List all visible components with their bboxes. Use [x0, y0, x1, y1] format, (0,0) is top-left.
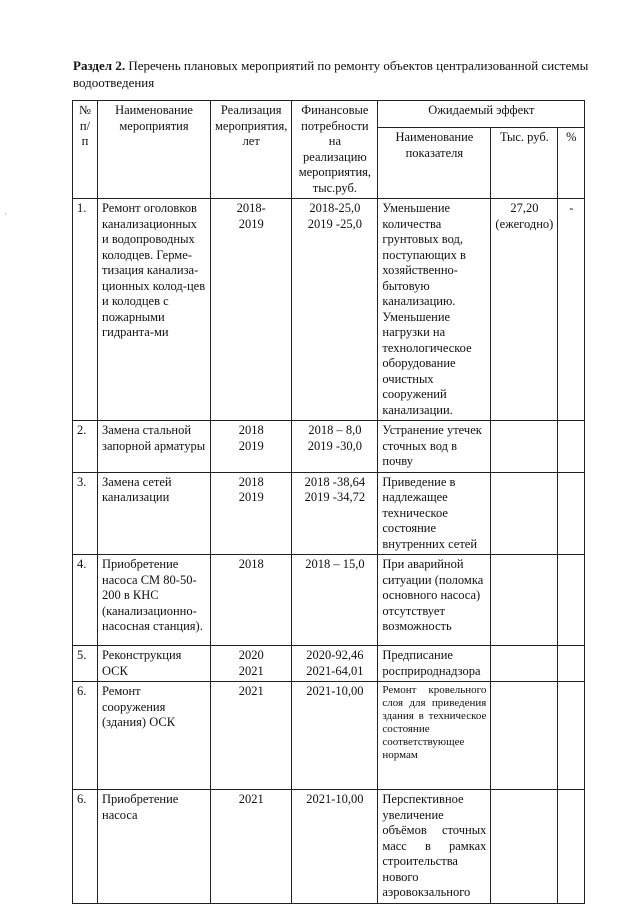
table-row	[73, 421, 585, 473]
cell-finance: 2018 – 15,0	[292, 555, 378, 646]
cell-years: 2020 2021	[211, 646, 292, 682]
cell-pct: -	[558, 199, 585, 421]
table-header-row	[73, 101, 585, 128]
cell-num: 4.	[73, 555, 98, 646]
cell-finance: 2018 – 8,0 2019 -30,0	[292, 421, 378, 473]
cell-finance: 2018 -38,64 2019 -34,72	[292, 472, 378, 555]
cell-finance: 2021-10,00	[292, 682, 378, 790]
header-indicator: Наименование показателя	[378, 128, 491, 199]
table-row	[73, 555, 585, 646]
cell-num: 3.	[73, 472, 98, 555]
cell-num: 6.	[73, 682, 98, 790]
cell-name: Ремонт оголовков канализационных и водопроводных колодцев. Герме-тизация канализа-ционных колод-цев и колодцев с пожарными гидранта-ми	[98, 199, 211, 421]
header-finance: Финансовые потребности на реализацию мероприятия, тыс.руб.	[292, 101, 378, 199]
header-years: Реализация мероприятия, лет	[211, 101, 292, 199]
cell-rub	[491, 682, 558, 790]
cell-name: Приобретение насоса	[98, 790, 211, 904]
cell-name: Приобретение насоса СМ 80-50-200 в КНС (канализационно-насосная станция).	[98, 555, 211, 646]
cell-indicator: Перспективное увеличение объёмов сточных масс в рамках строительства нового аэровокзального	[378, 790, 491, 904]
cell-pct	[558, 646, 585, 682]
header-name: Наименование мероприятия	[98, 101, 211, 199]
cell-indicator: Приведение в надлежащее техническое состояние внутренних сетей	[378, 472, 491, 555]
cell-rub	[491, 790, 558, 904]
cell-num: 2.	[73, 421, 98, 473]
section-heading	[73, 57, 603, 91]
cell-name: Замена сетей канализации	[98, 472, 211, 555]
cell-rub	[491, 421, 558, 473]
cell-years: 2018- 2019	[211, 199, 292, 421]
cell-finance: 2021-10,00	[292, 790, 378, 904]
cell-rub	[491, 472, 558, 555]
cell-name: Ремонт сооружения (здания) ОСК	[98, 682, 211, 790]
cell-years: 2018 2019	[211, 421, 292, 473]
cell-pct	[558, 682, 585, 790]
cell-rub	[491, 555, 558, 646]
cell-pct	[558, 421, 585, 473]
cell-indicator: Ремонт кровельного слоя для приведения здания в техническое состояние соответствующее нормам	[378, 682, 491, 790]
cell-name: Замена стальной запорной арматуры	[98, 421, 211, 473]
cell-years: 2018 2019	[211, 472, 292, 555]
cell-pct	[558, 472, 585, 555]
cell-finance: 2018-25,0 2019 -25,0	[292, 199, 378, 421]
cell-num: 1.	[73, 199, 98, 421]
table-row	[73, 472, 585, 555]
cell-num: 6.	[73, 790, 98, 904]
cell-indicator: Уменьшение количества грунтовых вод, поступающих в хозяйственно-бытовую канализацию. Уменьшение нагрузки на технологическое оборудование очистных сооружений канализации.	[378, 199, 491, 421]
header-rub: Тыс. руб.	[491, 128, 558, 199]
table-row	[73, 682, 585, 790]
cell-finance: 2020-92,46 2021-64,01	[292, 646, 378, 682]
margin-mark: ·	[4, 210, 7, 219]
cell-rub	[491, 646, 558, 682]
cell-rub: 27,20 (ежегодно)	[491, 199, 558, 421]
cell-pct	[558, 790, 585, 904]
section-label: Раздел 2.	[73, 58, 126, 73]
cell-name: Реконструкция ОСК	[98, 646, 211, 682]
measures-table	[72, 100, 585, 904]
table-row	[73, 646, 585, 682]
table-row	[73, 199, 585, 421]
header-pct: %	[558, 128, 585, 199]
cell-years: 2018	[211, 555, 292, 646]
cell-years: 2021	[211, 790, 292, 904]
cell-pct	[558, 555, 585, 646]
header-num: № п/п	[73, 101, 98, 199]
header-effect: Ожидаемый эффект	[378, 101, 585, 128]
cell-indicator: Устранение утечек сточных вод в почву	[378, 421, 491, 473]
cell-years: 2021	[211, 682, 292, 790]
table-row	[73, 790, 585, 904]
cell-num: 5.	[73, 646, 98, 682]
section-title: Перечень плановых мероприятий по ремонту объектов централизованной системы водоотведения	[73, 58, 589, 90]
cell-indicator: При аварийной ситуации (поломка основного насоса) отсутствует возможность	[378, 555, 491, 646]
cell-indicator: Предписание росприроднадзора	[378, 646, 491, 682]
